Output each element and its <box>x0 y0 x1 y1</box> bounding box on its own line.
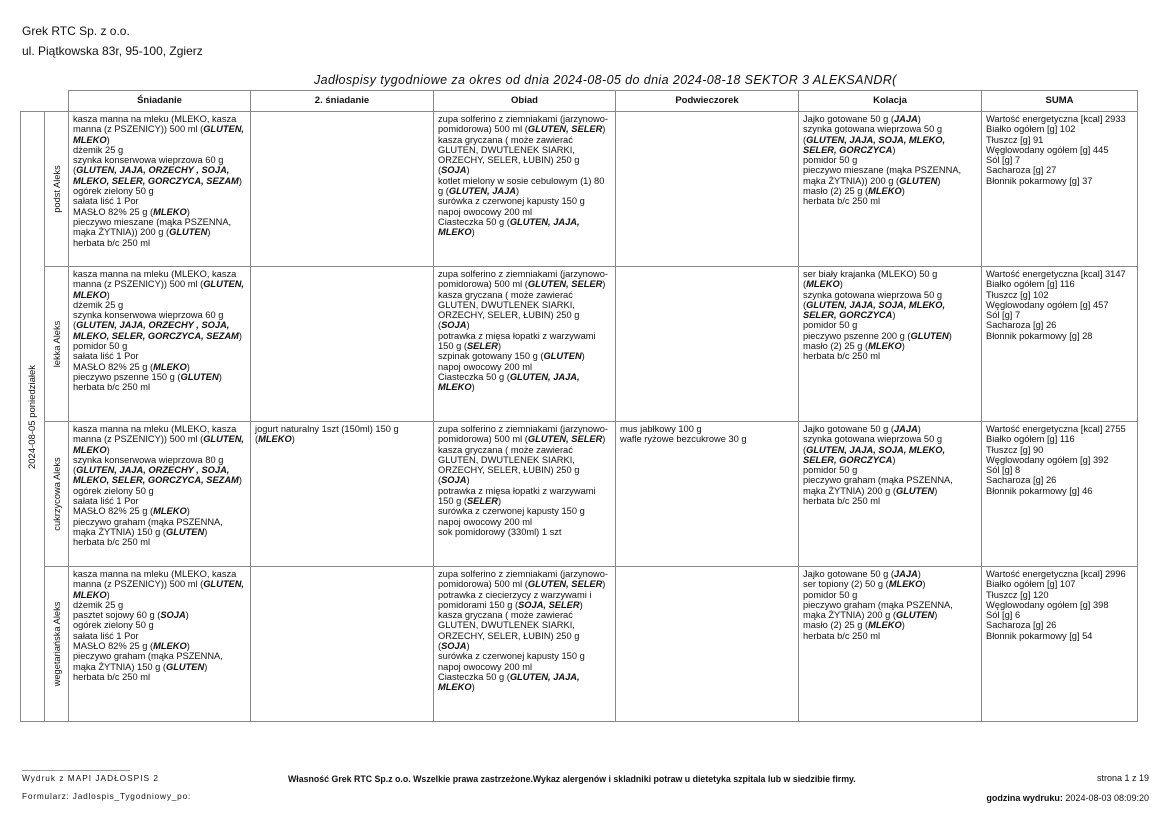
company-address: ul. Piątkowska 83r, 95-100, Zgierz <box>22 44 203 58</box>
col-header-2-sniadanie: 2. śniadanie <box>251 91 434 112</box>
footer-copyright: Własność Grek RTC Sp.z o.o. Wszelkie prawa zastrzeżone.Wykaz alergenów i skladniki potraw u dietetyka szpitala lub w siedzibie firmy. <box>288 774 856 784</box>
diet-cell <box>45 422 69 567</box>
print-time-value: 2024-08-03 08:09:20 <box>1065 793 1149 803</box>
diet-cell <box>45 267 69 422</box>
menu-table <box>20 90 1138 722</box>
col-header-obiad: Obiad <box>434 91 616 112</box>
meal-cell: Jajko gotowane 50 g (JAJA) szynka gotowana wieprzowa 50 g (GLUTEN, JAJA, SOJA, MLEKO, SELER, GORCZYCA) pomidor 50 g pieczywo graham (mąka PSZENNA, mąka ŻYTNIA) 200 g (GLUTEN) herbata b/c 250 ml <box>799 422 982 567</box>
header-blank <box>21 91 69 112</box>
meal-cell: kasza manna na mleku (MLEKO, kasza manna (z PSZENICY)) 500 ml (GLUTEN, MLEKO) dżemik 25 g szynka konserwowa wieprzowa 60 g (GLUTEN, JAJA, ORZECHY , SOJA, MLEKO, SELER, GORCZYCA, SEZAM) ogórek zielony 50 g sałata liść 1 Por MASŁO 82% 25 g (MLEKO) pieczywo mieszane (mąka PSZENNA, mąka ŻYTNIA)) 200 g (GLUTEN) herbata b/c 250 ml <box>69 112 251 267</box>
meal-cell: Jajko gotowane 50 g (JAJA) ser topiony (2) 50 g (MLEKO) pomidor 50 g pieczywo graham (mąka PSZENNA, mąka ŻYTNIA) 200 g (GLUTEN) masło (2) 25 g (MLEKO) herbata b/c 250 ml <box>799 567 982 722</box>
diet-label: lekka Aleks <box>51 320 62 368</box>
meal-cell: jogurt naturalny 1szt (150ml) 150 g (MLEKO) <box>251 422 434 567</box>
summary-cell: Wartość energetyczna [kcal] 2933 Białko ogółem [g] 102 Tłuszcz [g] 91 Węglowodany ogółem [g] 445 Sól [g] 7 Sacharoza [g] 27 Błonnik pokarmowy [g] 37 <box>982 112 1138 267</box>
summary-cell: Wartość energetyczna [kcal] 2755 Białko ogółem [g] 116 Tłuszcz [g] 90 Węglowodany ogółem [g] 392 Sól [g] 8 Sacharoza [g] 26 Błonnik pokarmowy [g] 46 <box>982 422 1138 567</box>
meal-cell: kasza manna na mleku (MLEKO, kasza manna (z PSZENICY)) 500 ml (GLUTEN, MLEKO) dżemik 25 g szynka konserwowa wieprzowa 60 g (GLUTEN, JAJA, ORZECHY , SOJA, MLEKO, SELER, GORCZYCA, SEZAM) pomidor 50 g sałata liść 1 Por MASŁO 82% 25 g (MLEKO) pieczywo pszenne 150 g (GLUTEN) herbata b/c 250 ml <box>69 267 251 422</box>
meal-cell: ser biały krajanka (MLEKO) 50 g (MLEKO) szynka gotowana wieprzowa 50 g (GLUTEN, JAJA, SOJA, MLEKO, SELER, GORCZYCA) pomidor 50 g pieczywo pszenne 200 g (GLUTEN) masło (2) 25 g (MLEKO) herbata b/c 250 ml <box>799 267 982 422</box>
diet-label: podst Aleks <box>51 165 62 213</box>
date-label: 2024-08-05 poniedziałek <box>26 364 38 469</box>
col-header-sniadanie: Śniadanie <box>69 91 251 112</box>
document-title: Jadłospisy tygodniowe za okres od dnia 2024-08-05 do dnia 2024-08-18 SEKTOR 3 ALEKSANDR( <box>314 73 897 87</box>
meal-cell <box>251 267 434 422</box>
meal-cell: mus jabłkowy 100 g wafle ryżowe bezcukrowe 30 g <box>616 422 799 567</box>
col-header-kolacja: Kolacja <box>799 91 982 112</box>
page-number: strona 1 z 19 <box>1096 773 1149 783</box>
table-row <box>21 267 1138 422</box>
company-name: Grek RTC Sp. z o.o. <box>22 24 130 38</box>
meal-cell: kasza manna na mleku (MLEKO, kasza manna (z PSZENICY)) 500 ml (GLUTEN, MLEKO) dżemik 25 g pasztet sojowy 60 g (SOJA) ogórek zielony 50 g sałata liść 1 Por MASŁO 82% 25 g (MLEKO) pieczywo graham (mąka PSZENNA, mąka ŻYTNIA) 150 g (GLUTEN) herbata b/c 250 ml <box>69 567 251 722</box>
diet-cell <box>45 567 69 722</box>
header-row <box>21 91 1138 112</box>
print-timestamp <box>986 793 1149 803</box>
diet-label: cukrzycowa Aleks <box>51 457 62 531</box>
print-time-label: godzina wydruku: <box>986 793 1063 803</box>
footer-divider <box>22 770 130 771</box>
summary-cell: Wartość energetyczna [kcal] 2996 Białko ogółem [g] 107 Tłuszcz [g] 120 Węglowodany ogółem [g] 398 Sól [g] 6 Sacharoza [g] 26 Błonnik pokarmowy [g] 54 <box>982 567 1138 722</box>
meal-cell <box>616 267 799 422</box>
footer-form-name: Formularz: Jadlospis_Tygodniowy_po: <box>22 791 192 801</box>
meal-cell: zupa solferino z ziemniakami (jarzynowo-pomidorowa) 500 ml (GLUTEN, SELER) kasza gryczana ( może zawierać GLUTEN, DWUTLENEK SIARKI, ORZECHY, SELER, ŁUBIN) 250 g (SOJA) potrawka z mięsa łopatki z warzywami 150 g (SELER) surówka z czerwonej kapusty 150 g napoj owocowy 200 ml sok pomidorowy (330ml) 1 szt <box>434 422 616 567</box>
col-header-suma: SUMA <box>982 91 1138 112</box>
table-row <box>21 112 1138 267</box>
meal-cell <box>616 567 799 722</box>
col-header-podwieczorek: Podwieczorek <box>616 91 799 112</box>
table-row <box>21 422 1138 567</box>
table-row <box>21 567 1138 722</box>
meal-cell: kasza manna na mleku (MLEKO, kasza manna (z PSZENICY)) 500 ml (GLUTEN, MLEKO) szynka konserwowa wieprzowa 80 g (GLUTEN, JAJA, ORZECHY , SOJA, MLEKO, SELER, GORCZYCA, SEZAM) ogórek zielony 50 g sałata liść 1 Por MASŁO 82% 25 g (MLEKO) pieczywo graham (mąka PSZENNA, mąka ŻYTNIA) 150 g (GLUTEN) herbata b/c 250 ml <box>69 422 251 567</box>
summary-cell: Wartość energetyczna [kcal] 3147 Białko ogółem [g] 116 Tłuszcz [g] 102 Węglowodany ogółem [g] 457 Sól [g] 7 Sacharoza [g] 26 Błonnik pokarmowy [g] 28 <box>982 267 1138 422</box>
meal-cell: zupa solferino z ziemniakami (jarzynowo-pomidorowa) 500 ml (GLUTEN, SELER) kasza gryczana ( może zawierać GLUTEN, DWUTLENEK SIARKI, ORZECHY, SELER, ŁUBIN) 250 g (SOJA) potrawka z mięsa łopatki z warzywami 150 g (SELER) szpinak gotowany 150 g (GLUTEN) napoj owocowy 200 ml Ciasteczka 50 g (GLUTEN, JAJA, MLEKO) <box>434 267 616 422</box>
diet-label: wegetariańska Aleks <box>51 601 62 687</box>
footer-print-source: Wydruk z MAPI JADŁOSPIS 2 <box>22 773 159 783</box>
meal-cell <box>251 112 434 267</box>
meal-cell: Jajko gotowane 50 g (JAJA) szynka gotowana wieprzowa 50 g (GLUTEN, JAJA, SOJA, MLEKO, SELER, GORCZYCA) pomidor 50 g pieczywo mieszane (mąka PSZENNA, mąka ŻYTNIA)) 200 g (GLUTEN) masło (2) 25 g (MLEKO) herbata b/c 250 ml <box>799 112 982 267</box>
meal-cell: zupa solferino z ziemniakami (jarzynowo-pomidorowa) 500 ml (GLUTEN, SELER) potrawka z ciecierzycy z warzywami i pomidorami 150 g (SOJA, SELER) kasza gryczana ( może zawierać GLUTEN, DWUTLENEK SIARKI, ORZECHY, SELER, ŁUBIN) 250 g (SOJA) surówka z czerwonej kapusty 150 g napoj owocowy 200 ml Ciasteczka 50 g (GLUTEN, JAJA, MLEKO) <box>434 567 616 722</box>
meal-cell <box>251 567 434 722</box>
diet-cell <box>45 112 69 267</box>
meal-cell: zupa solferino z ziemniakami (jarzynowo-pomidorowa) 500 ml (GLUTEN, SELER) kasza gryczana ( może zawierać GLUTEN, DWUTLENEK SIARKI, ORZECHY, SELER, ŁUBIN) 250 g (SOJA) kotlet mielony w sosie cebulowym (1) 80 g (GLUTEN, JAJA) surówka z czerwonej kapusty 150 g napoj owocowy 200 ml Ciasteczka 50 g (GLUTEN, JAJA, MLEKO) <box>434 112 616 267</box>
meal-cell <box>616 112 799 267</box>
date-cell <box>21 112 45 722</box>
